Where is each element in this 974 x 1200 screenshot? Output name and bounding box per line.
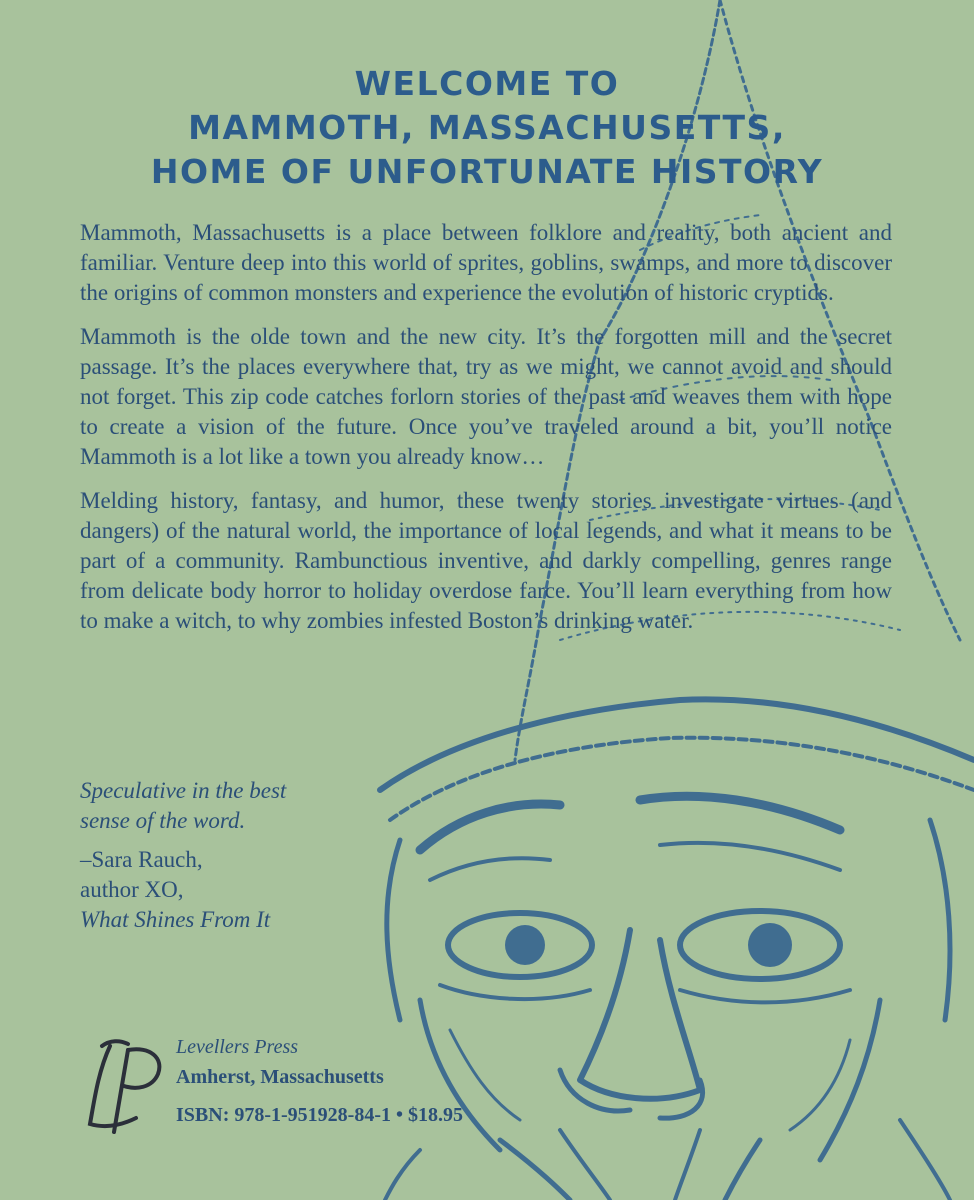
publisher-block bbox=[80, 1032, 600, 1152]
blurb-paragraph-3: Melding history, fantasy, and humor, these twenty stories investigate virtues (and dangers) of the natural world, the importance of local legends, and what it means to be part of a community. Rambunctious inventive, and darkly compelling, genres range from delicate body horror to holiday overdose farce. You’ll learn everything from how to make a witch, to why zombies infested Boston’s drinking water. bbox=[80, 488, 892, 633]
review-quote bbox=[80, 776, 400, 935]
publisher-details bbox=[176, 1032, 463, 1130]
quote-attribution bbox=[80, 845, 400, 935]
attribution-book: What Shines From It bbox=[80, 907, 271, 932]
blurb-paragraph-1: Mammoth, Massachusetts is a place between folklore and reality, both ancient and familiar. Venture deep into this world of sprites, goblins, swamps, and more to discover the origins of common monsters and experience the evolution of historic cryptids. bbox=[80, 220, 892, 305]
headline-line-1: WELCOME TO bbox=[354, 64, 620, 103]
quote-line-1: Speculative in the best bbox=[80, 778, 287, 803]
blurb-paragraph-2: Mammoth is the olde town and the new city. It’s the forgotten mill and the secret passage. It’s the places everywhere that, try as we might, we cannot avoid and should not forget. This zip code catches forlorn stories of the past and weaves them with hope to create a vision of the future. Once you’ve traveled around a bit, you’ll notice Mammoth is a lot like a town you already know… bbox=[80, 324, 892, 469]
headline-line-3: HOME OF UNFORTUNATE HISTORY bbox=[150, 152, 824, 191]
publisher-city: Amherst, Massachusetts bbox=[176, 1066, 384, 1088]
quote-text bbox=[80, 776, 400, 836]
publisher-logo-icon bbox=[80, 1032, 172, 1144]
headline-line-2: MAMMOTH, MASSACHUSETTS, bbox=[188, 108, 786, 147]
publisher-name: Levellers Press bbox=[176, 1036, 299, 1058]
isbn-price: ISBN: 978-1-951928-84-1 • $18.95 bbox=[176, 1104, 463, 1126]
attribution-author: –Sara Rauch, bbox=[80, 847, 203, 872]
attribution-credit: author XO, bbox=[80, 877, 184, 902]
headline bbox=[0, 62, 974, 194]
blurb bbox=[80, 218, 892, 650]
quote-line-2: sense of the word. bbox=[80, 808, 246, 833]
